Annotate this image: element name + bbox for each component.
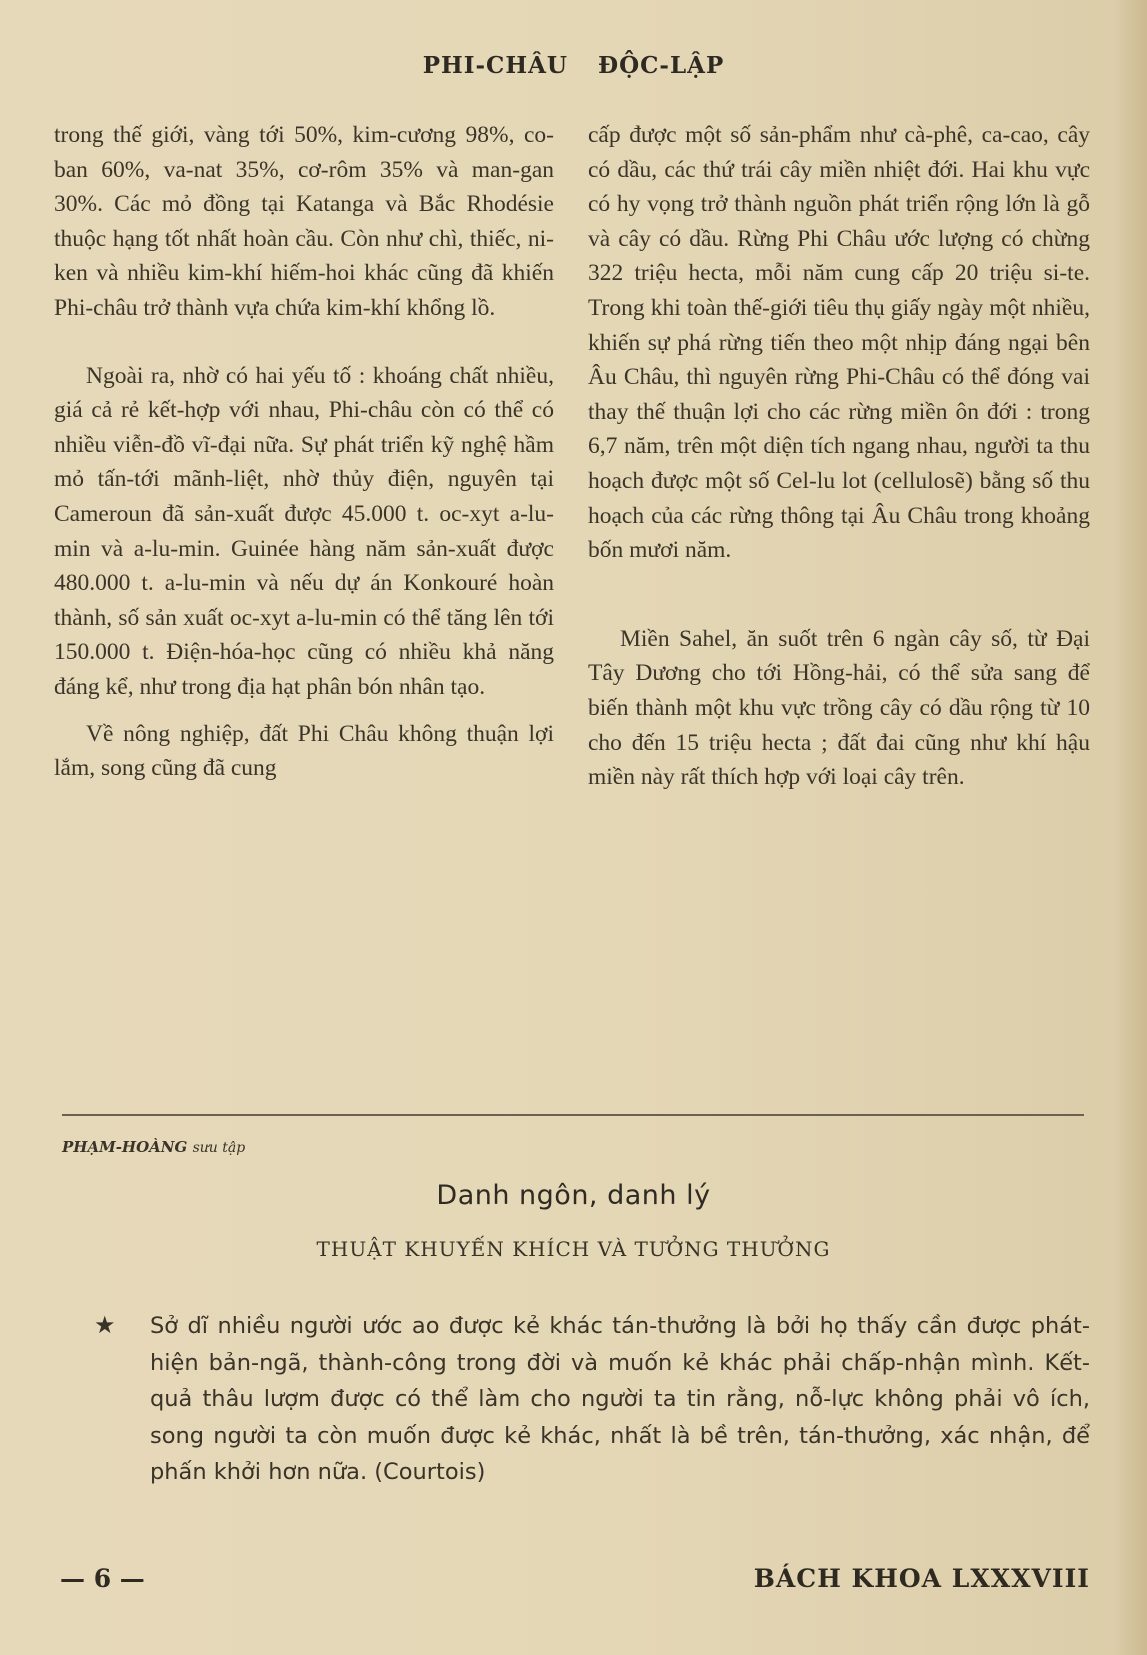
left-paragraph-1: trong thế giới, vàng tới 50%, kim-cương 98%, co-ban 60%, va-nat 35%, cơ-rôm 35% và man-gan 30%. Các mỏ đồng tại Katanga và Bắc Rhodésie thuộc hạng tốt nhất hoàn cầu. Còn như chì, thiếc, ni-ken và nhiều kim-khí hiếm-hoi khác cũng đã khiến Phi-châu trở thành vựa chứa kim-khí khổng lồ. xyxy=(54,122,554,321)
section-title: Danh ngôn, danh lý xyxy=(436,1180,711,1211)
left-paragraph-2: Ngoài ra, nhờ có hai yếu tố : khoáng chất nhiều, giá cả rẻ kết-hợp với nhau, Phi-châu còn có thể có nhiều viễn-đồ vĩ-đại nữa. Sự phát triển kỹ nghệ hầm mỏ tấn-tới mãnh-liệt, nhờ thủy điện, nguyên tại Cameroun đã sản-xuất được 45.000 t. oc-xyt a-lu-min và a-lu-min. Guinée hàng năm sản-xuất được 480.000 t. a-lu-min và nếu dự án Konkouré hoàn thành, số sản xuất oc-xyt a-lu-min có thể tăng lên tới 150.000 t. Điện-hóa-học cũng có nhiều khả năng đáng kể, như trong địa hạt phân bón nhân tạo. xyxy=(54,362,554,700)
left-column xyxy=(54,118,554,786)
header-left: PHI-CHÂU xyxy=(422,52,568,79)
section-divider xyxy=(62,1114,1084,1116)
header-right: ĐỘC-LẬP xyxy=(597,52,725,79)
right-paragraph-1: cấp được một số sản-phẩm như cà-phê, ca-cao, cây có dầu, các thứ trái cây miền nhiệt đới. Hai khu vực có hy vọng trở thành nguồn phát triển rộng lớn là gỗ và cây có dầu. Rừng Phi Châu ước lượng có chừng 322 triệu hecta, mỗi năm cung cấp 20 triệu si-te. Trong khi toàn thế-giới tiêu thụ giấy ngày một nhiều, khiến sự phá rừng tiến theo một nhịp đáng ngại bên Âu Châu, thì nguyên rừng Phi-Châu có thể đóng vai thay thế thuận lợi cho các rừng miền ôn đới : trong 6,7 năm, trên một diện tích ngang nhau, người ta thu hoạch được một số Cel-lu lot (cellulosẽ) bằng số thu hoạch của các rừng thông tại Âu Châu trong khoảng bốn mươi năm. xyxy=(588,122,1090,564)
right-paragraph-2: Miền Sahel, ăn suốt trên 6 ngàn cây số, từ Đại Tây Dương cho tới Hồng-hải, có thể sửa sang để biến thành một khu vực trồng cây có dầu rộng từ 10 cho đến 15 triệu hecta ; đất đai cũng như khí hậu miền này rất thích hợp với loại cây trên. xyxy=(588,625,1090,791)
compiler-name: PHẠM-HOÀNG xyxy=(62,1138,188,1156)
compiler-credit xyxy=(62,1138,245,1156)
page-number: — 6 — xyxy=(60,1564,145,1593)
journal-name: BÁCH KHOA LXXXVIII xyxy=(753,1564,1090,1593)
star-bullet-icon: ★ xyxy=(94,1311,116,1339)
running-header xyxy=(0,52,1147,79)
section-subtitle: THUẬT KHUYẾN KHÍCH VÀ TƯỞNG THƯỞNG xyxy=(316,1237,831,1261)
quote-text: Sở dĩ nhiều người ước ao được kẻ khác tán-thưởng là bởi họ thấy cần được phát-hiện bản-ngã, thành-công trong đời và muốn kẻ khác phải chấp-nhận mình. Kết-quả thâu lượm được có thể làm cho người ta tin rằng, nỗ-lực không phải vô ích, song người ta còn muốn được kẻ khác, nhất là bề trên, tán-thưởng, xác nhận, để phấn khởi hơn nữa. (Courtois) xyxy=(150,1313,1090,1485)
page-edge-shadow xyxy=(1113,0,1147,1655)
left-paragraph-3: Về nông nghiệp, đất Phi Châu không thuận lợi lắm, song cũng đã cung xyxy=(54,720,554,782)
right-column xyxy=(588,118,1090,795)
compiler-note: sưu tập xyxy=(192,1140,246,1156)
